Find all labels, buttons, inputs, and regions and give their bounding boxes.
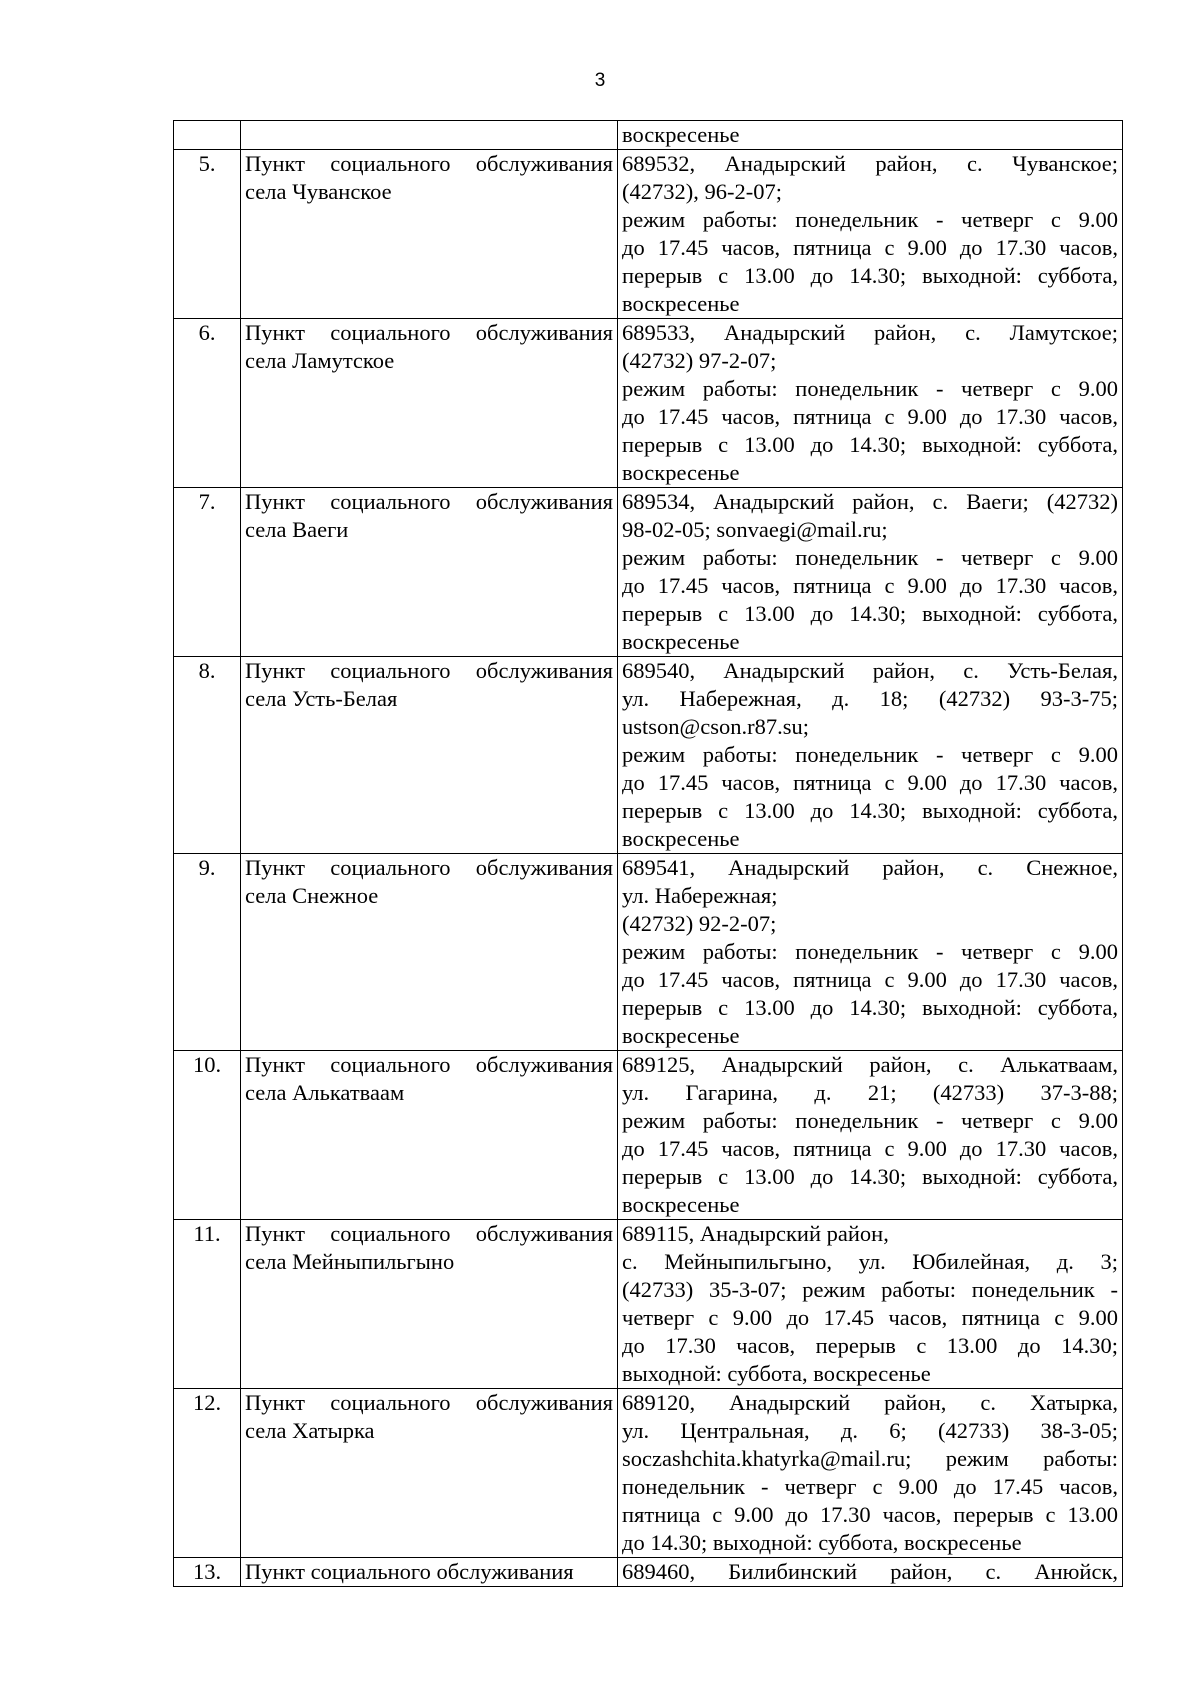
row-number: 12. (174, 1389, 241, 1558)
table-row (174, 150, 1123, 319)
name-line: Пункт социального обслуживания (245, 489, 613, 514)
address-line: (42733) 35-3-07; режим работы: понедельник - (622, 1277, 1118, 1302)
row-address (618, 1389, 1123, 1558)
table-row (174, 1558, 1123, 1587)
address-line: перерыв с 13.00 до 14.30; выходной: суббота, (622, 432, 1118, 457)
row-number: 11. (174, 1220, 241, 1389)
services-table (173, 120, 1123, 1587)
name-line: села Хатырка (245, 1418, 375, 1443)
name-line: села Ваеги (245, 517, 349, 542)
address-line: до 17.45 часов, пятница с 9.00 до 17.30 часов, (622, 404, 1118, 429)
row-address (618, 150, 1123, 319)
address-line: 689532, Анадырский район, с. Чуванское; (622, 151, 1118, 176)
row-name (241, 1051, 618, 1220)
address-line: до 17.45 часов, пятница с 9.00 до 17.30 часов, (622, 967, 1118, 992)
name-line: села Мейныпильгыно (245, 1249, 455, 1274)
address-line: soczashchita.khatyrka@mail.ru; режим работы: (622, 1446, 1118, 1471)
row-address (618, 1220, 1123, 1389)
address-line: 689541, Анадырский район, с. Снежное, (622, 855, 1118, 880)
row-name (241, 1558, 618, 1587)
table-row (174, 488, 1123, 657)
row-number: 9. (174, 854, 241, 1051)
address-line: пятница с 9.00 до 17.30 часов, перерыв с 13.00 (622, 1502, 1118, 1527)
row-name (241, 854, 618, 1051)
address-line: до 17.45 часов, пятница с 9.00 до 17.30 часов, (622, 573, 1118, 598)
row-name (241, 1389, 618, 1558)
address-line: ул. Центральная, д. 6; (42733) 38-3-05; (622, 1418, 1118, 1443)
address-line: перерыв с 13.00 до 14.30; выходной: суббота, (622, 1164, 1118, 1189)
address-line: перерыв с 13.00 до 14.30; выходной: суббота, (622, 995, 1118, 1020)
address-line: 689460, Билибинский район, с. Анюйск, (622, 1559, 1118, 1584)
address-line: 689533, Анадырский район, с. Ламутское; (622, 320, 1118, 345)
table-row-fragment (174, 121, 1123, 150)
table-row (174, 1389, 1123, 1558)
row-number: 8. (174, 657, 241, 854)
page-number: 3 (594, 70, 606, 91)
row-name (241, 319, 618, 488)
address-line: 98-02-05; sonvaegi@mail.ru; (622, 517, 888, 542)
name-line: Пункт социального обслуживания (245, 658, 613, 683)
row-number: 7. (174, 488, 241, 657)
row-address (618, 657, 1123, 854)
row-address (618, 854, 1123, 1051)
address-line: ustson@cson.r87.su; (622, 714, 809, 739)
address-line: воскресенье (622, 629, 740, 654)
table-body (174, 121, 1123, 1587)
address-line: 689540, Анадырский район, с. Усть-Белая, (622, 658, 1118, 683)
address-line: перерыв с 13.00 до 14.30; выходной: суббота, (622, 601, 1118, 626)
name-line: села Снежное (245, 883, 379, 908)
row-number: 10. (174, 1051, 241, 1220)
address-line: (42732), 96-2-07; (622, 179, 782, 204)
name-line: Пункт социального обслуживания (245, 1052, 613, 1077)
address-line: ул. Набережная, д. 18; (42732) 93-3-75; (622, 686, 1118, 711)
address-line: до 14.30; выходной: суббота, воскресенье (622, 1530, 1022, 1555)
row-name (241, 488, 618, 657)
name-line: Пункт социального обслуживания (245, 151, 613, 176)
table-row (174, 1220, 1123, 1389)
row-name (241, 657, 618, 854)
name-line: села Алькатваам (245, 1080, 405, 1105)
address-line: (42732) 97-2-07; (622, 348, 777, 373)
address-line: 689120, Анадырский район, с. Хатырка, (622, 1390, 1118, 1415)
name-line: Пункт социального обслуживания (245, 1559, 574, 1584)
address-line: четверг с 9.00 до 17.45 часов, пятница с 9.00 (622, 1305, 1118, 1330)
address-line: (42732) 92-2-07; (622, 911, 777, 936)
row-address (618, 319, 1123, 488)
address-line: режим работы: понедельник - четверг с 9.00 (622, 939, 1118, 964)
address-line: воскресенье (622, 460, 740, 485)
row-address (618, 488, 1123, 657)
name-line: села Чуванское (245, 179, 392, 204)
name-line: Пункт социального обслуживания (245, 1390, 613, 1415)
address-line: 689534, Анадырский район, с. Ваеги; (42732) (622, 489, 1118, 514)
row-number: 6. (174, 319, 241, 488)
address-line: до 17.45 часов, пятница с 9.00 до 17.30 часов, (622, 770, 1118, 795)
address-line: воскресенье (622, 122, 740, 147)
name-line: Пункт социального обслуживания (245, 320, 613, 345)
row-name (241, 150, 618, 319)
name-line: Пункт социального обслуживания (245, 1221, 613, 1246)
address-line: режим работы: понедельник - четверг с 9.00 (622, 1108, 1118, 1133)
row-name (241, 1220, 618, 1389)
table-row (174, 854, 1123, 1051)
address-line: ул. Набережная; (622, 883, 778, 908)
address-line: перерыв с 13.00 до 14.30; выходной: суббота, (622, 263, 1118, 288)
row-number: 5. (174, 150, 241, 319)
address-line: до 17.30 часов, перерыв с 13.00 до 14.30; (622, 1333, 1118, 1358)
name-line: села Усть-Белая (245, 686, 398, 711)
address-line: воскресенье (622, 1192, 740, 1217)
row-address (618, 1051, 1123, 1220)
address-line: с. Мейныпильгыно, ул. Юбилейная, д. 3; (622, 1249, 1118, 1274)
address-line: ул. Гагарина, д. 21; (42733) 37-3-88; (622, 1080, 1118, 1105)
address-line: режим работы: понедельник - четверг с 9.00 (622, 207, 1118, 232)
address-line: 689125, Анадырский район, с. Алькатваам, (622, 1052, 1118, 1077)
address-line: режим работы: понедельник - четверг с 9.00 (622, 376, 1118, 401)
address-line: 689115, Анадырский район, (622, 1221, 889, 1246)
table-row (174, 1051, 1123, 1220)
row-address (618, 1558, 1123, 1587)
row-number: 13. (174, 1558, 241, 1587)
row-name (241, 121, 618, 150)
address-line: перерыв с 13.00 до 14.30; выходной: суббота, (622, 798, 1118, 823)
name-line: Пункт социального обслуживания (245, 855, 613, 880)
row-number (174, 121, 241, 150)
name-line: села Ламутское (245, 348, 395, 373)
address-line: выходной: суббота, воскресенье (622, 1361, 931, 1386)
row-address (618, 121, 1123, 150)
address-line: до 17.45 часов, пятница с 9.00 до 17.30 часов, (622, 1136, 1118, 1161)
address-line: воскресенье (622, 1023, 740, 1048)
table-row (174, 657, 1123, 854)
address-line: понедельник - четверг с 9.00 до 17.45 часов, (622, 1474, 1118, 1499)
address-line: до 17.45 часов, пятница с 9.00 до 17.30 часов, (622, 235, 1118, 260)
address-line: воскресенье (622, 291, 740, 316)
address-line: воскресенье (622, 826, 740, 851)
address-line: режим работы: понедельник - четверг с 9.00 (622, 545, 1118, 570)
address-line: режим работы: понедельник - четверг с 9.00 (622, 742, 1118, 767)
table-row (174, 319, 1123, 488)
